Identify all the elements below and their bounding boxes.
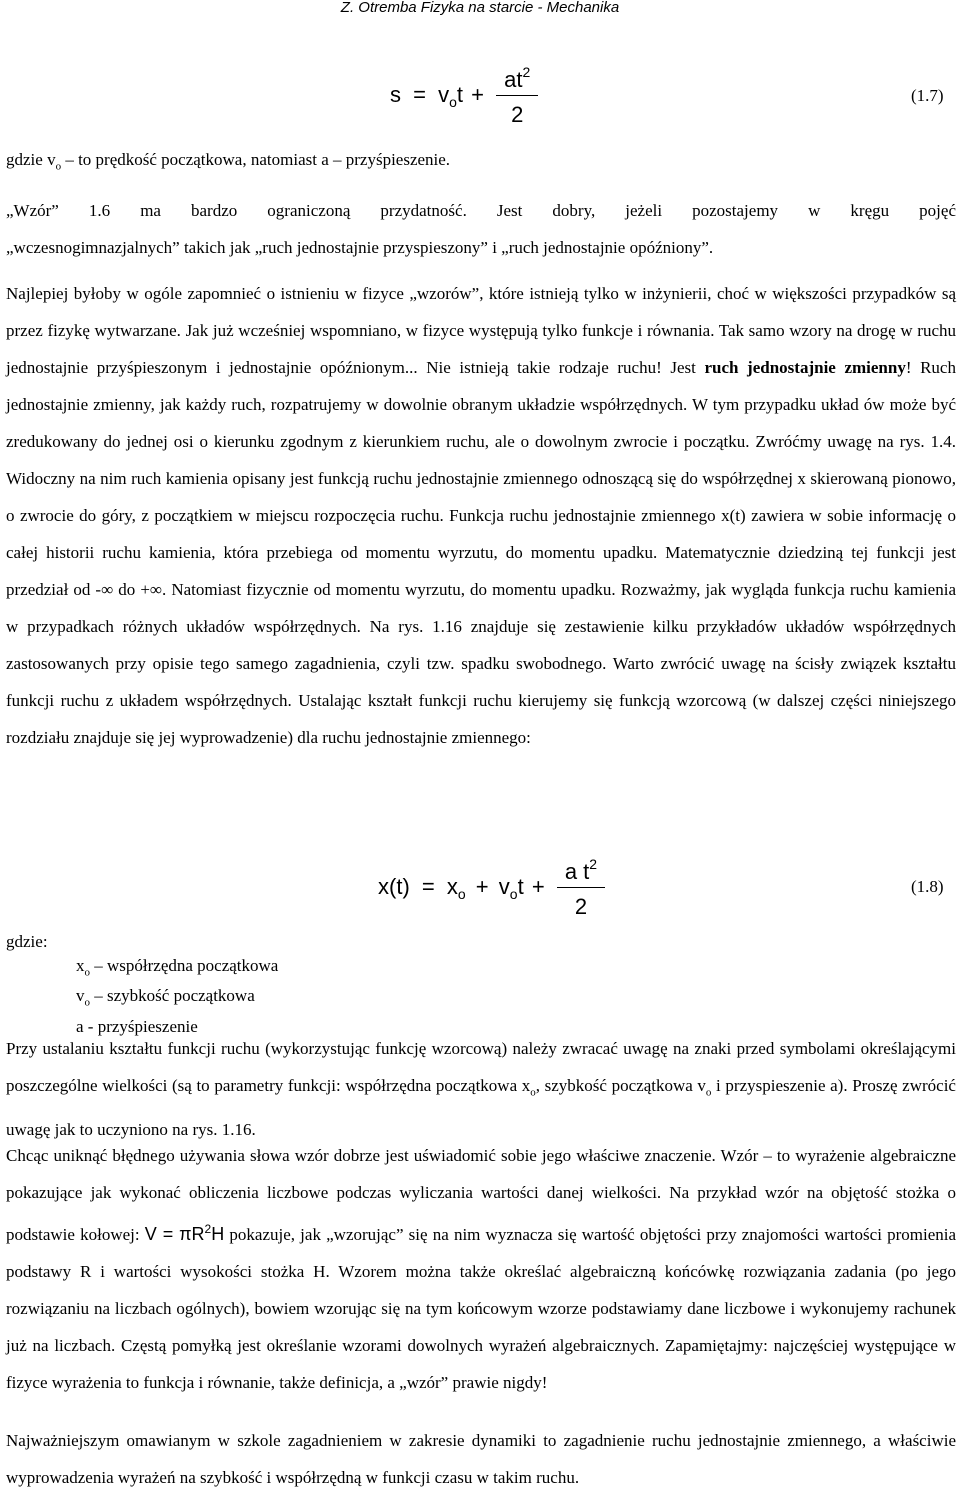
legend-item: $x_o$ – współrzędna początkowa <box>76 956 279 979</box>
equation-number: (1.8) <box>911 877 944 896</box>
fraction: $\frac{a t^2}{2}$ <box>557 856 605 920</box>
bold-term: ruch jednostajnie zmienny <box>704 358 906 377</box>
paragraph: Chcąc uniknąć błędnego używania słowa wzór dobrze jest uświadomić sobie jego właściwe znaczenie. Wzór – to wyrażenie algebraiczne pokazujące jak wykonać obliczenia liczbowe podczas wyliczania wartości danej wielkości. Na przykład wzór na objętość stożka o podstawie kołowej: $V = \pi R^2H$ pokazuje, jak „wzorując” się na nim wyznacza się wartość objętości przy znajomości wartości promienia podstawy R i wartości wysokości stożka H. Wzorem można także określać algebraiczną końcówkę rozwiązania zadania (po jego rozwiązaniu na liczbach ogólnych), bowiem wzorując się na tym końcowym wzorze podstawiamy dane liczbowe i wykonujemy rachunek już na liczbach. Częstą pomyłką jest określanie wzorami dowolnych wyrażeń algebraicznych. Zapamiętajmy: najczęściej występujące w fizyce wyrażenia to funkcja i równanie, także definicja, a „wzór” prawie nigdy! <box>6 1146 957 1392</box>
paragraph-line: „Wzór” 1.6 ma bardzo ograniczoną przydatność. Jest dobry, jeżeli pozostajemy w kręgu pojęć <box>6 201 956 220</box>
equation-1-8: $x(t) = x_o + v_ot$ + $\frac{a t^2}{2}$ <box>378 856 605 920</box>
running-header: Z. Otremba Fizyka na starcie - Mechanika <box>340 0 620 16</box>
paragraph: Najlepiej byłoby w ogóle zapomnieć o istnieniu w fizyce „wzorów”, które istnieją tylko w inżynierii, choć w większości przypadków są przez fizykę wytwarzane. Jak już wcześniej wspomniano, w fizyce występują tylko funkcje i równania. Tak samo wzory na drogę w ruchu jednostajnie przyśpieszonym i jednostajnie opóźnionym... Nie istnieją takie rodzaje ruchu! Jest ruch jednostajnie zmienny! Ruch jednostajnie zmienny, jak każdy ruch, rozpatrujemy w dowolnie obranym układzie współrzędnych. W tym przypadku układ ów może być zredukowany do jednej osi o kierunku zgodnym z kierunkiem ruchu, ale o dowolnym zwrocie i początku. Zwróćmy uwagę na rys. 1.4. Widoczny na nim ruch kamienia opisany jest funkcją ruchu jednostajnie zmiennego odnoszącą się do współrzędnej x skierowaną pionowo, o zwrocie do góry, z początkiem w miejscu rozpoczęcia ruchu. Funkcja ruchu jednostajnie zmiennego x(t) zawiera w sobie informację o całej historii ruchu kamienia, która przebiega od momentu wyrzutu, do momentu upadku. Matematycznie dziedziną tej funkcji jest przedział od -∞ do +∞. Natomiast fizycznie od momentu wyrzutu, do momentu upadku. Rozważmy, jak wygląda funkcja ruchu kamienia w przypadkach różnych układów współrzędnych. Na rys. 1.16 znajduje się zestawienie kilku przykładów układów współrzędnych zastosowanych przy opisie tego samego zagadnienia, czyli tzw. spadku swobodnego. Warto zwrócić uwagę na ścisły związek kształtu funkcji ruchu z układem współrzędnych. Ustalając kształt funkcji ruchu kierujemy się funkcją wzorcową (w dalszej części niniejszego rozdziału znajduje się jej wyprowadzenie) dla ruchu jednostajnie zmiennego: <box>6 284 956 747</box>
fraction: $\frac{at^2}{2}$ <box>496 64 538 128</box>
equation-number: (1.7) <box>911 86 944 105</box>
legend-heading: gdzie: <box>6 932 48 951</box>
paragraph: Najważniejszym omawianym w szkole zagadnieniem w zakresie dynamiki to zagadnienie ruchu jednostajnie zmiennego, a właściwie wyprowadzenia wyrażeń na szybkość i współrzędną w funkcji czasu w takim ruchu. <box>6 1431 956 1487</box>
legend-item: a - przyśpieszenie <box>76 1016 198 1036</box>
paragraph: gdzie $v_o$ – to prędkość początkowa, natomiast a – przyśpieszenie. <box>6 150 451 173</box>
equation-1-7: $s = v_ot$ + $\frac{at^2}{2}$ <box>390 64 538 128</box>
paragraph-line: „wczesnogimnazjalnych” takich jak „ruch jednostajnie przyspieszony” i „ruch jednostajnie opóźniony”. <box>6 238 714 257</box>
cone-volume-formula: $V = \pi R^2H$ <box>144 1222 225 1244</box>
paragraph: Przy ustalaniu kształtu funkcji ruchu (wykorzystując funkcję wzorcową) należy zwracać uwagę na znaki przed symbolami określającymi poszczególne wielkości (są to parametry funkcji: współrzędna początkowa $x_o$, szybkość początkowa $v_o$ i przyspieszenie a). Proszę zwrócić uwagę jak to uczyniono na rys. 1.16. <box>6 1039 956 1140</box>
legend-item: $v_o$ – szybkość początkowa <box>76 986 255 1009</box>
